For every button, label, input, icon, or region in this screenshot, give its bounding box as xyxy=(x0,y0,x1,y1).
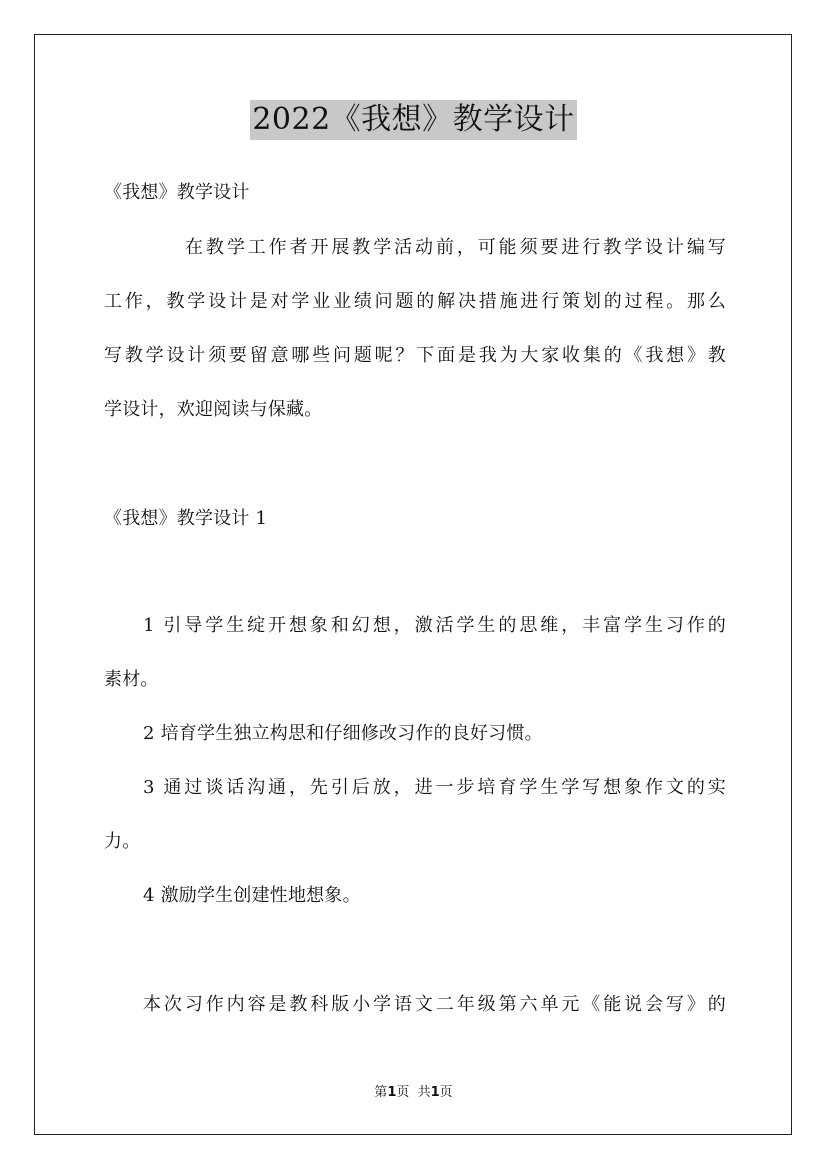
content-line-1: 本次习作内容是教科版小学语文二年级第六单元《能说会写》的 xyxy=(143,994,726,1015)
goal-1-line-2: 素材。 xyxy=(104,669,159,690)
intro-line-3: 写教学设计须要留意哪些问题呢？下面是我为大家收集的《我想》教 xyxy=(104,345,726,366)
page-footer xyxy=(0,1085,827,1101)
footer-prefix: 第 xyxy=(374,1085,388,1100)
footer-current-page: 1 xyxy=(387,1085,397,1100)
title-container xyxy=(0,100,827,140)
section-heading: 《我想》教学设计 1 xyxy=(104,508,268,529)
intro-line-4: 学设计，欢迎阅读与保藏。 xyxy=(104,399,323,420)
goal-2: 2 培育学生独立构思和仔细修改习作的良好习惯。 xyxy=(143,723,543,744)
subtitle: 《我想》教学设计 xyxy=(104,182,250,203)
footer-mid: 页 共 xyxy=(396,1085,431,1100)
document-title: 2022《我想》教学设计 xyxy=(250,100,576,140)
intro-line-1: 在教学工作者开展教学活动前，可能须要进行教学设计编写 xyxy=(185,237,726,258)
footer-suffix: 页 xyxy=(439,1085,453,1100)
goal-4: 4 激励学生创建性地想象。 xyxy=(143,885,361,906)
goal-3-line-2: 力。 xyxy=(104,831,141,852)
footer-total-pages: 1 xyxy=(430,1085,440,1100)
intro-line-2: 工作，教学设计是对学业业绩问题的解决措施进行策划的过程。那么 xyxy=(104,291,726,312)
goal-3-line-1: 3 通过谈话沟通，先引后放，进一步培育学生学写想象作文的实 xyxy=(143,777,726,798)
goal-1-line-1: 1 引导学生绽开想象和幻想，激活学生的思维，丰富学生习作的 xyxy=(143,615,726,636)
